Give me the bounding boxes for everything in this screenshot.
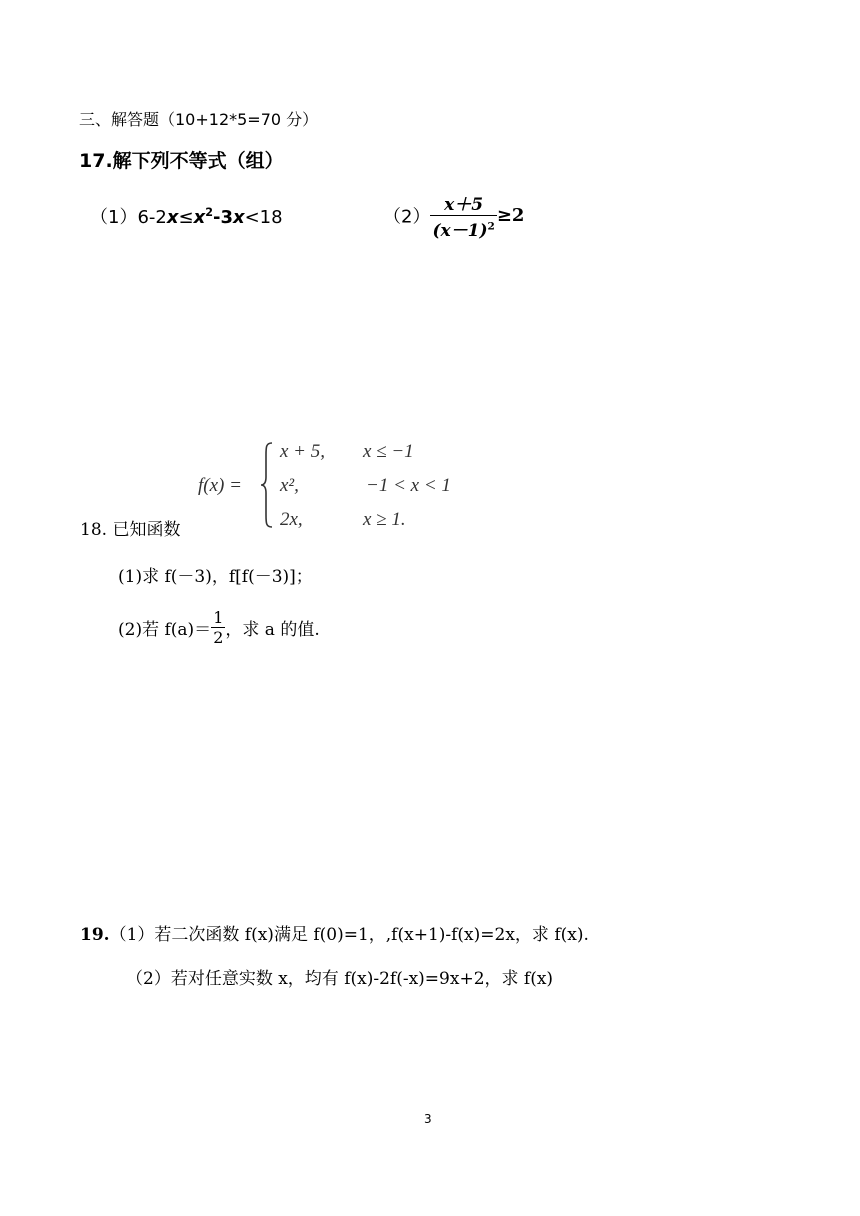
term: ≤: [178, 207, 194, 228]
question-17-part-2: [383, 190, 524, 241]
function-lhs: f(x) =: [198, 475, 242, 496]
part-text: (2)若 f(a)＝: [118, 620, 212, 640]
term: 6-2: [137, 207, 167, 228]
question-number: 19.: [80, 925, 110, 945]
fraction: [430, 190, 496, 241]
piecewise-function: [198, 439, 478, 534]
part-text: （1）若二次函数 f(x)满足 f(0)=1，,f(x+1)-f(x)=2x，求 f(x).: [109, 925, 589, 945]
fraction-denominator: [430, 215, 496, 241]
case-expr: 2x,: [280, 509, 303, 530]
case-condition: −1 < x < 1: [366, 475, 451, 496]
part-label: （1）: [90, 207, 138, 228]
variable-x: x: [166, 207, 179, 228]
section-heading: 三、解答题（10+12*5=70 分）: [79, 110, 319, 129]
inequality-rhs: ≥2: [496, 205, 525, 226]
question-18-part-2: [118, 608, 320, 647]
question-17-part-1: [90, 203, 283, 229]
exponent: 2: [205, 206, 213, 219]
part-label: （2）: [383, 206, 431, 228]
question-19-part-1: [80, 920, 589, 945]
question-18-part-1: (1)求 f(－3)，f[f(－3)]；: [118, 567, 313, 587]
case-expr: x²,: [280, 475, 299, 496]
term: -3: [212, 207, 233, 228]
variable-x: x: [232, 207, 245, 228]
fraction: [211, 608, 225, 647]
question-17-title: 17.解下列不等式（组）: [79, 150, 284, 172]
denominator-exponent: 2: [487, 220, 495, 233]
left-brace-icon: [260, 441, 274, 529]
question-19-part-2: （2）若对任意实数 x，均有 f(x)-2f(-x)=9x+2，求 f(x): [126, 969, 554, 989]
case-expr: x + 5,: [280, 441, 326, 462]
fraction-denominator: 2: [213, 628, 224, 647]
part-text: ，求 a 的值.: [225, 620, 320, 640]
question-18-lead: 18. 已知函数: [80, 520, 181, 540]
page-number: 3: [424, 1112, 432, 1126]
variable-x: x: [193, 207, 206, 228]
case-condition: x ≥ 1.: [363, 509, 406, 530]
term: <18: [244, 207, 283, 228]
denominator-base: (x－1): [432, 221, 488, 241]
case-condition: x ≤ −1: [363, 441, 414, 462]
fraction-numerator: x＋5: [444, 195, 484, 215]
fraction-numerator: 1: [213, 608, 224, 627]
